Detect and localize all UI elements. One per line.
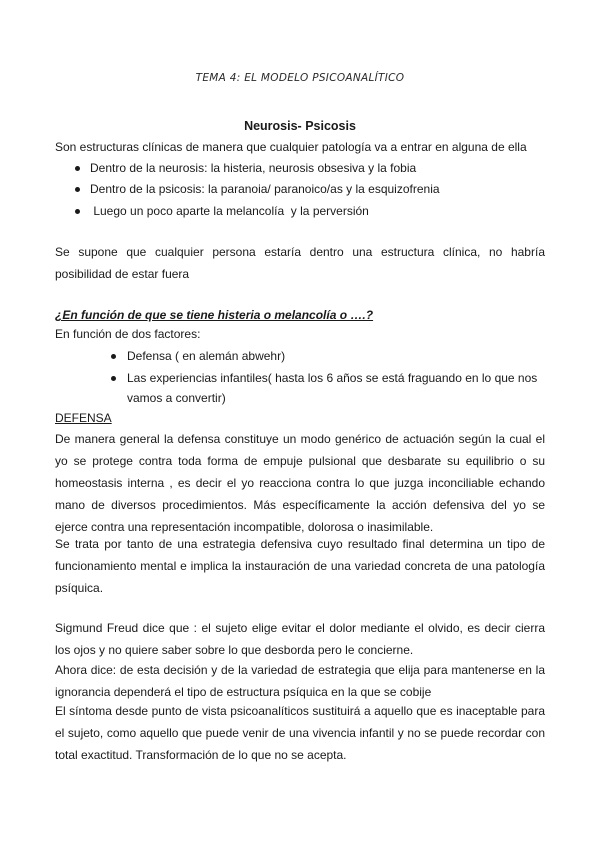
- bullet-dot: [75, 187, 80, 192]
- intro-text: Son estructuras clínicas de manera que cualquier patología va a entrar en alguna de ella: [55, 140, 527, 154]
- section-heading: Neurosis- Psicosis: [244, 119, 356, 133]
- paragraph: Se trata por tanto de una estrategia defensiva cuyo resultado final determina un tipo de funcionamiento mental e implica la instauración de una variedad concreta de una patología psíquica.: [55, 537, 545, 595]
- paragraph: El síntoma desde punto de vista psicoanalíticos sustituirá a aquello que es inaceptable para el sujeto, como aquello que puede venir de una vivencia infantil y no se puede recordar con total exactitud. Transformación de lo que no se acepta.: [55, 704, 545, 762]
- paragraph: Sigmund Freud dice que : el sujeto elige evitar el dolor mediante el olvido, es decir cierra los ojos y no quiere saber sobre lo que desborda pero le concierne.: [55, 621, 545, 657]
- bullet-dot: [75, 209, 80, 214]
- bullet-dot: [75, 166, 80, 171]
- defensa-heading-text: DEFENSA: [55, 411, 112, 425]
- list-item: Las experiencias infantiles( hasta los 6 años se está fraguando en lo que nos: [127, 371, 538, 385]
- paragraph: Se supone que cualquier persona estaría dentro una estructura clínica, no habría posibilidad de estar fuera: [55, 245, 545, 281]
- list-item: Luego un poco aparte la melancolía y la perversión: [90, 204, 369, 218]
- paragraph: De manera general la defensa constituye un modo genérico de actuación según la cual el yo se protege contra toda forma de empuje pulsional que desbarate su equilibrio o su homeostasis interna , es decir el yo reacciona contra lo que juzga inconciliable echando mano de diversos procedimientos. Más específicamente la acción defensiva del yo se ejerce contra una representación incompatible, dolorosa o inasimilable.: [55, 432, 545, 534]
- list-item: Dentro de la neurosis: la histeria, neurosis obsesiva y la fobia: [90, 161, 417, 175]
- page-title: TEMA 4: EL MODELO PSICOANALÍTICO: [195, 72, 405, 84]
- list-item-continuation: vamos a convertir): [127, 391, 226, 405]
- list-item: Dentro de la psicosis: la paranoia/ paranoico/as y la esquizofrenia: [90, 182, 440, 196]
- bullet-dot: [111, 376, 116, 381]
- list-item: Defensa ( en alemán abwehr): [127, 349, 286, 363]
- bullet-dot: [111, 354, 116, 359]
- paragraph: Ahora dice: de esta decisión y de la variedad de estrategia que elija para mantenerse en la ignorancia dependerá el tipo de estructura psíquica en la que se cobije: [55, 663, 545, 699]
- factors-intro: En función de dos factores:: [55, 327, 201, 341]
- question-text: ¿En función de que se tiene histeria o melancolía o ….?: [55, 308, 374, 322]
- defensa-heading: [55, 409, 545, 428]
- question-heading: [55, 306, 545, 325]
